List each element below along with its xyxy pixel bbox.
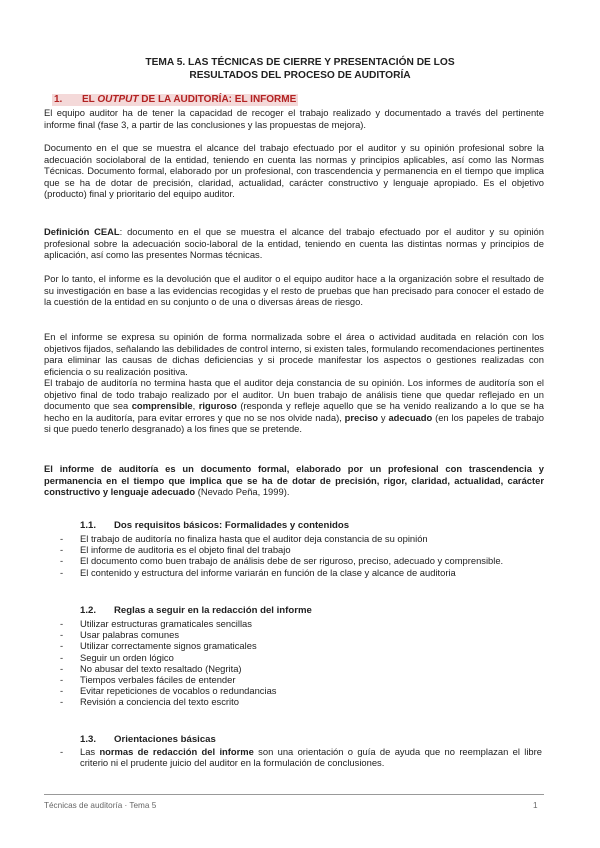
list-item-text: Evitar repeticiones de vocablos o redundancias [80, 685, 277, 697]
section-1-title-post: DE LA AUDITORÍA: EL INFORME [138, 94, 297, 105]
p6-bold-adecuado: adecuado [388, 411, 433, 423]
definition-label: Definición CEAL [44, 226, 120, 237]
paragraph-7 [44, 463, 544, 498]
informe-citation: (Nevado Peña, 1999). [195, 486, 290, 497]
list-item [60, 629, 542, 640]
subsection-1-3-title: Orientaciones básicas [114, 734, 216, 745]
list-item [60, 567, 542, 578]
title-line-2: RESULTADOS DEL PROCESO DE AUDITORÍA [189, 70, 411, 81]
dash-bullet: - [60, 662, 64, 674]
section-1-title-pre: EL [82, 94, 98, 105]
list-item-text: Revisión a conciencia del texto escrito [80, 696, 239, 708]
subsection-1-3-list [60, 746, 542, 768]
paragraph-3 [44, 226, 544, 261]
p6-text-f: (en los papeles de trabajo si que puedo tenerlo desgranado) a los fines que se pretende. [44, 411, 544, 434]
dash-bullet: - [60, 746, 64, 757]
list-item [60, 652, 542, 663]
paragraph-5: En el informe se expresa su opinión de forma normalizada sobre el área o actividad auditada en relación con los objetivos fijados, señalando las debilidades de control interno, si existen tales, formulando recomendaciones pertinentes para eliminar las causas de dichas deficiencias y si procede manifestar los aspectos o gestiones realizadas con eficiencia o su realización positiva. [44, 331, 544, 377]
s13-text-pre: Las [80, 746, 100, 757]
list-item-text: El informe de auditoria es el objeto final del trabajo [80, 544, 291, 556]
dash-bullet: - [60, 674, 64, 686]
subsection-1-2-heading [80, 605, 312, 617]
paragraph-2: Documento en el que se muestra el alcance del trabajo efectuado por el auditor y su opinión profesional sobre la adecuación sociolaboral de la entidad, teniendo en cuenta las normas y principios aplicables, así como las Normas Técnicas. Documento formal, elaborado por un profesional, con trascendencia y permanencia en el tiempo que implica que se ha de dotar de precisión, claridad, actualidad, carácter constructivo y lenguaje apropiado. Es el objetivo (producto) final y prioritario del equipo auditor. [44, 142, 544, 199]
subsection-1-1-heading [80, 520, 349, 532]
list-item-text: El trabajo de auditoría no finaliza hasta que el auditor deja constancia de su opinión [80, 533, 428, 544]
paragraph-6 [44, 377, 544, 435]
subsection-1-1-list [60, 533, 542, 578]
dash-bullet: - [60, 640, 64, 652]
list-item [60, 544, 542, 555]
list-item [60, 685, 542, 696]
footer-page-number: 1 [533, 801, 538, 810]
list-item [60, 663, 542, 674]
document-title [40, 56, 560, 82]
section-1-title-italic: OUTPUT [97, 94, 139, 105]
footer-divider [44, 794, 544, 795]
list-item-text: Utilizar estructuras gramaticales sencillas [80, 618, 252, 629]
subsection-1-1-title: Dos requisitos básicos: Formalidades y contenidos [114, 520, 350, 531]
title-line-1: TEMA 5. LAS TÉCNICAS DE CIERRE Y PRESENTACIÓN DE LOS [145, 57, 455, 68]
dash-bullet: - [60, 618, 64, 629]
list-item-text: El documento como buen trabajo de análisis debe de ser riguroso, preciso, adecuado y comprensible. [80, 555, 504, 567]
p6-bold-preciso: preciso [344, 411, 379, 423]
s13-text-rest: son una orientación o guía de ayuda que no reemplazan el libre criterio ni el prudente juicio del auditor en la formulación de conclusiones. [80, 746, 542, 769]
dash-bullet: - [60, 629, 64, 641]
p6-text-d: (responda y refleje aquello que se ha venido realizando a lo que se ha hecho en la auditoría, para evitar errores y que no se nos olvide nada), [44, 400, 544, 423]
list-item-text: Utilizar correctamente signos gramaticales [80, 640, 257, 652]
list-item [60, 555, 542, 566]
section-1-heading [52, 94, 298, 106]
list-item [60, 533, 542, 544]
informe-definition-bold: El informe de auditoría es un documento formal, elaborado por un profesional con trascendencia y permanencia en el tiempo que implica que se ha de dotar de precisión, rigor, claridad, actualidad, carácter constructivo y lenguaje adecuado [44, 463, 544, 497]
paragraph-1: El equipo auditor ha de tener la capacidad de recoger el trabajo realizado y documentado a través del pertinente informe final (fase 3, a partir de las conclusiones y las propuestas de mejora). [44, 107, 544, 130]
p6-text-a: El trabajo de auditoría no termina hasta que el auditor deja constancia de su opinión. Los informes de auditoría son el objetivo final de todo trabajo realizado por el auditor. Un buen trabajo de análisis tiene que quedar reflejado en un documento que sea [44, 377, 544, 411]
list-item [60, 640, 542, 651]
paragraph-4: Por lo tanto, el informe es la devolución que el auditor o el equipo auditor hace a la organización sobre el resultado de su investigación en base a las evidencias recogidas y el resto de pruebas que han precisado para conocer el estado de la cuestión de la entidad en su conjunto o de una o diversas áreas de riesgo. [44, 273, 544, 307]
p6-text-e: y [378, 411, 389, 423]
list-item-text: Tiempos verbales fáciles de entender [80, 674, 236, 686]
list-item-text: Usar palabras comunes [80, 629, 180, 641]
dash-bullet: - [60, 696, 64, 708]
p6-text-c: , [192, 400, 199, 411]
dash-bullet: - [60, 566, 64, 578]
list-item-text: Seguir un orden lógico [80, 651, 174, 663]
dash-bullet: - [60, 533, 64, 544]
dash-bullet: - [60, 555, 64, 567]
dash-bullet: - [60, 544, 64, 556]
list-item [60, 746, 542, 768]
subsection-1-3-number: 1.3. [80, 734, 97, 745]
footer-course-label: Técnicas de auditoría · Tema 5 [44, 801, 157, 810]
subsection-1-2-list [60, 618, 542, 708]
subsection-1-2-title: Reglas a seguir en la redacción del informe [114, 605, 312, 616]
section-1-number: 1. [54, 94, 63, 105]
s13-bold: normas de redacción del informe [99, 746, 254, 757]
dash-bullet: - [60, 685, 64, 697]
list-item [60, 674, 542, 685]
definition-text: : documento en el que se muestra el alcance del trabajo efectuado por el auditor y su opinión profesional sobre la adecuación socio-laboral de la entidad, teniendo en cuenta las distintas normas y principios de aplicación, así como las presentes Normas técnicas. [44, 226, 544, 260]
list-item-text: El contenido y estructura del informe variarán en función de la clase y alcance de auditoria [80, 566, 456, 578]
subsection-1-2-number: 1.2. [80, 605, 97, 616]
dash-bullet: - [60, 651, 64, 663]
list-item [60, 618, 542, 629]
subsection-1-1-number: 1.1. [80, 520, 97, 531]
list-item-text: No abusar del texto resaltado (Negrita) [80, 662, 242, 674]
p6-bold-riguroso: riguroso [198, 400, 237, 411]
list-item [60, 696, 542, 707]
p6-bold-comprensible: comprensible [131, 400, 193, 411]
subsection-1-3-heading [80, 734, 216, 746]
